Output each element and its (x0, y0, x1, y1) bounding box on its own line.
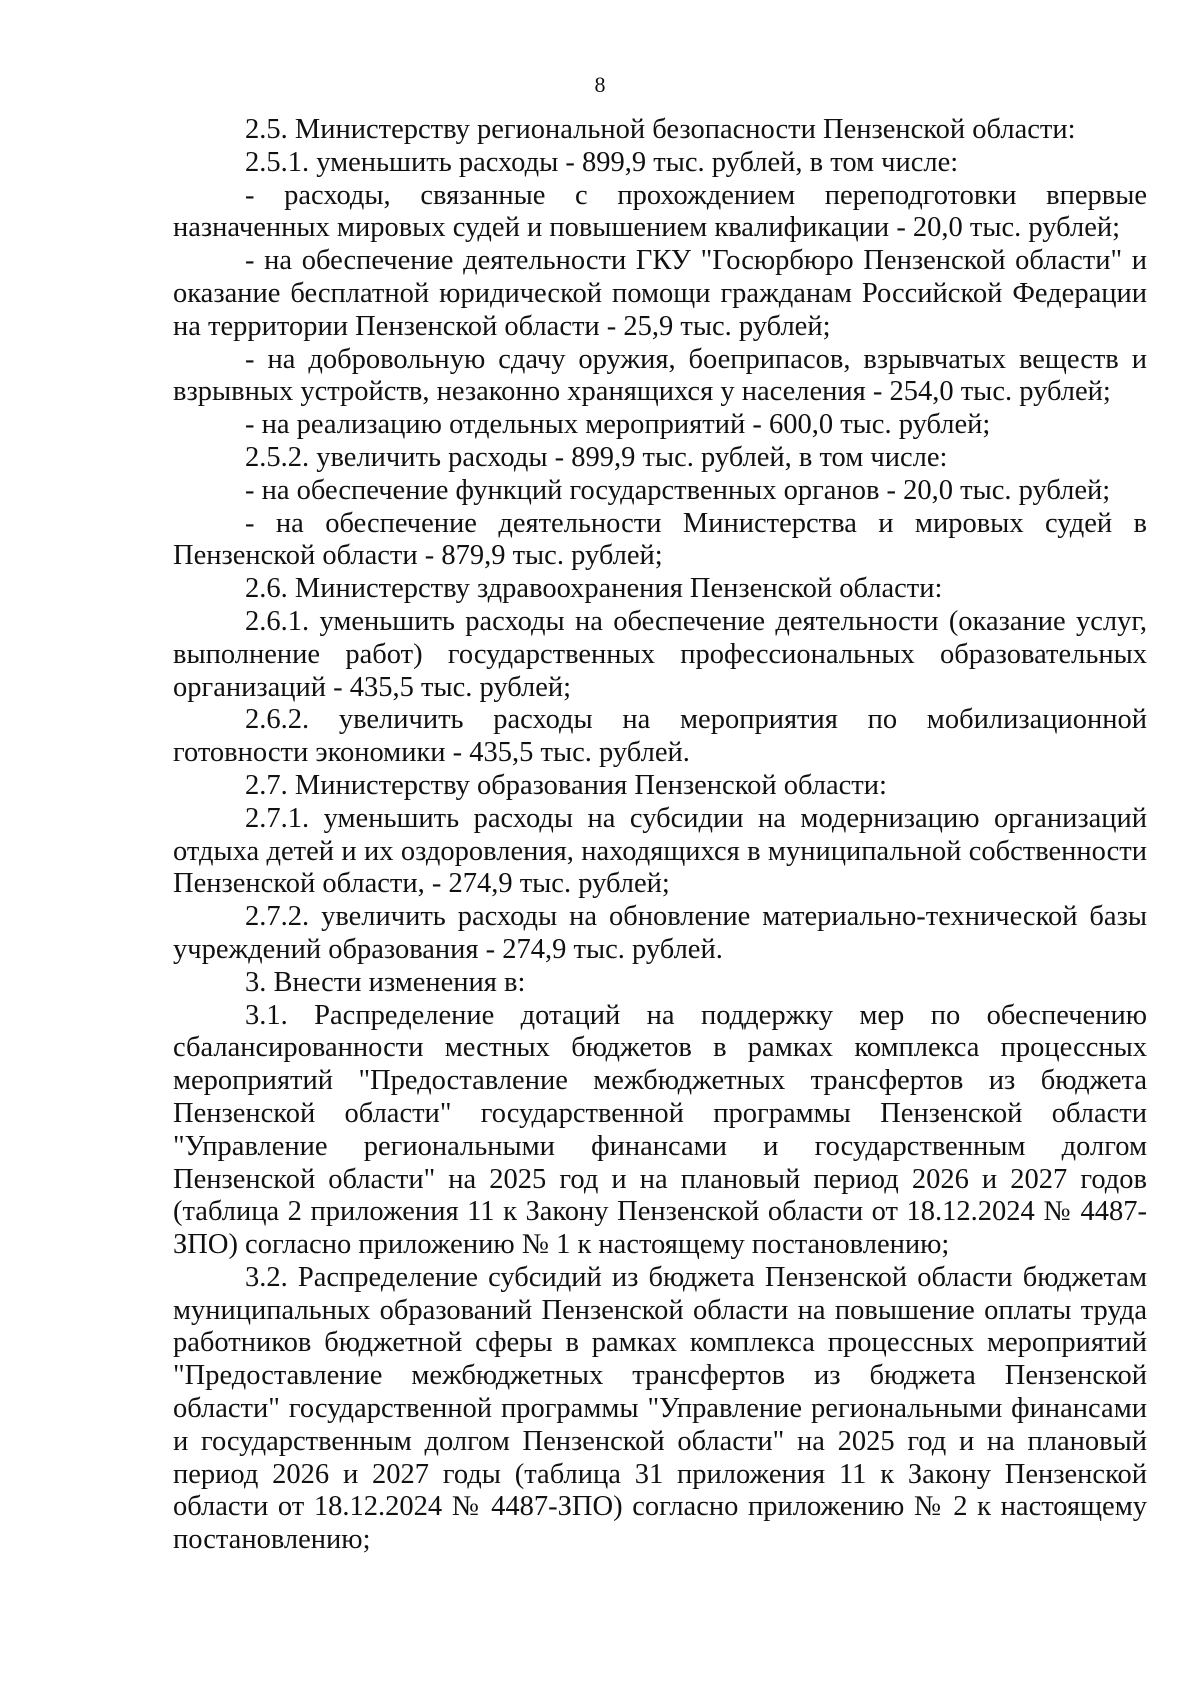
paragraph-2-6: 2.6. Министерству здравоохранения Пензенской области: (245, 573, 943, 605)
paragraph-2-5-1: 2.5.1. уменьшить расходы - 899,9 тыс. рублей, в том числе: (245, 146, 959, 178)
paragraph-2-6-1: 2.6.1. уменьшить расходы на обеспечение деятельности (оказание услуг, выполнение работ) государственных профессиональных образовательных организаций - 435,5 тыс. рублей; (173, 605, 1147, 703)
paragraph-2-5-1-item-1: - расходы, связанные с прохождением переподготовки впервые назначенных мировых судей и повышением квалификации - 20,0 тыс. рублей; (173, 179, 1147, 244)
paragraph-2-5-2-item-2: - на обеспечение деятельности Министерства и мировых судей в Пензенской области - 879,9 тыс. рублей; (173, 507, 1147, 572)
paragraph-3: 3. Внести изменения в: (245, 966, 526, 998)
paragraph-2-5-2: 2.5.2. увеличить расходы - 899,9 тыс. рублей, в том числе: (245, 441, 948, 473)
paragraph-2-7-2: 2.7.2. увеличить расходы на обновление материально-технической базы учреждений образования - 274,9 тыс. рублей. (173, 901, 1147, 965)
paragraph-2-5-1-item-2: - на обеспечение деятельности ГКУ "Госюрбюро Пензенской области" и оказание бесплатной юридической помощи гражданам Российской Федерации на территории Пензенской области - 25,9 тыс. рублей; (173, 245, 1147, 342)
paragraph-2-5-1-item-3: - на добровольную сдачу оружия, боеприпасов, взрывчатых веществ и взрывных устройств, незаконно хранящихся у населения - 254,0 тыс. рублей; (173, 343, 1147, 408)
document-body (173, 114, 1147, 1557)
paragraph-2-5-1-item-4: - на реализацию отдельных мероприятий - 600,0 тыс. рублей; (245, 409, 991, 441)
paragraph-2-5: 2.5. Министерству региональной безопасности Пензенской области: (245, 114, 1076, 145)
paragraph-3-2: 3.2. Распределение субсидий из бюджета Пензенской области бюджетам муниципальных образований Пензенской области на повышение оплаты труда работников бюджетной сферы в рамках комплекса процессных мероприятий "Предоставление межбюджетных трансфертов из бюджета Пензенской области" государственной программы "Управление региональными финансами и государственным долгом Пензенской области" на 2025 год и на плановый период 2026 и 2027 годы (таблица 31 приложения 11 к Закону Пензенской области от 18.12.2024 № 4487-ЗПО) согласно приложению № 2 к настоящему постановлению; (173, 1261, 1147, 1556)
paragraph-2-7: 2.7. Министерству образования Пензенской области: (245, 769, 887, 801)
paragraph-2-7-1: 2.7.1. уменьшить расходы на субсидии на модернизацию организаций отдыха детей и их оздоровления, находящихся в муниципальной собственности Пензенской области, - 274,9 тыс. рублей; (173, 802, 1147, 900)
paragraph-2-6-2: 2.6.2. увеличить расходы на мероприятия по мобилизационной готовности экономики - 435,5 тыс. рублей. (173, 704, 1147, 769)
paragraph-2-5-2-item-1: - на обеспечение функций государственных органов - 20,0 тыс. рублей; (245, 474, 1111, 506)
page-number: 8 (594, 72, 606, 97)
paragraph-3-1: 3.1. Распределение дотаций на поддержку мер по обеспечению сбалансированности местных бюджетов в рамках комплекса процессных мероприятий "Предоставление межбюджетных трансфертов из бюджета Пензенской области" государственной программы Пензенской области "Управление региональными финансами и государственным долгом Пензенской области" на 2025 год и на плановый период 2026 и 2027 годов (таблица 2 приложения 11 к Закону Пензенской области от 18.12.2024 № 4487-ЗПО) согласно приложению № 1 к настоящему постановлению; (173, 999, 1147, 1261)
